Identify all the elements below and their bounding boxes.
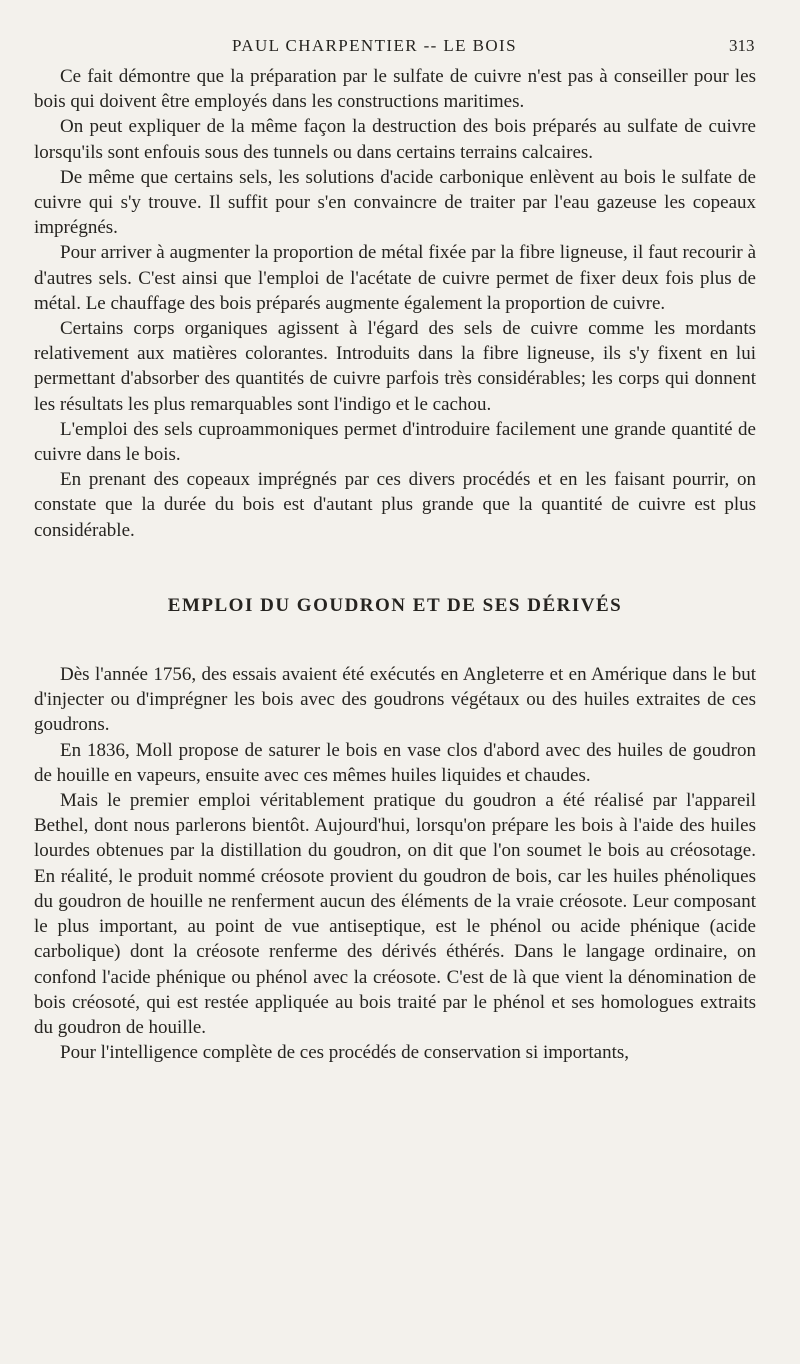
paragraph: Ce fait démontre que la préparation par le sulfate de cuivre n'est pas à conseiller pour les bois qui doivent être employés dans les constructions maritimes. bbox=[34, 66, 756, 113]
section-heading: EMPLOI DU GOUDRON ET DE SES DÉRIVÉS bbox=[167, 594, 623, 616]
paragraph: Certains corps organiques agissent à l'égard des sels de cuivre comme les mordants relativement aux matières colorantes. Introduits dans la fibre ligneuse, ils s'y fixent en lui permettant d'absorber des quantités de cuivre parfois très considérables; les corps qui donnent les résultats les plus remarquables sont l'indigo et le cachou. bbox=[34, 318, 756, 415]
paragraph: Mais le premier emploi véritablement pratique du goudron a été réalisé par l'appareil Bethel, dont nous parlerons bientôt. Aujourd'hui, lorsqu'on prépare les bois à l'aide des huiles lourdes obtenues par la distillation du goudron, on dit que l'on soumet le bois au créosotage. En réalité, le produit nommé créosote provient du goudron de bois, car les huiles phénoliques du goudron de houille ne renferment aucun des éléments de la vraie créosote. Leur composant le plus important, au point de vue antiseptique, est le phénol ou acide phénique (acide carbolique) dont la créosote renferme des dérivés éthérés. Dans le langage ordinaire, on confond l'acide phénique ou phénol avec la créosote. C'est de là que vient la dénomination de bois créosoté, qui est restée appliquée au bois traité par le phénol et ses homologues extraits du goudron de houille. bbox=[34, 790, 756, 1038]
section-body bbox=[34, 662, 756, 1065]
paragraph: De même que certains sels, les solutions d'acide carbonique enlèvent au bois le sulfate de cuivre qui s'y trouve. Il suffit pour s'en convaincre de traiter par l'eau gazeuse les copeaux imprégnés. bbox=[34, 166, 756, 239]
paragraph: En prenant des copeaux imprégnés par ces divers procédés et en les faisant pourrir, on constate que la durée du bois est d'autant plus grande que la quantité de cuivre est plus considérable. bbox=[34, 469, 756, 541]
paragraph: Dès l'année 1756, des essais avaient été exécutés en Angleterre et en Amérique dans le but d'injecter ou d'imprégner les bois avec des goudrons végétaux ou des huiles extraites de ces goudrons. bbox=[34, 664, 756, 736]
page-body bbox=[34, 64, 756, 1065]
page-number: 313 bbox=[729, 36, 755, 55]
paragraph: Pour arriver à augmenter la proportion de métal fixée par la fibre ligneuse, il faut recourir à d'autres sels. C'est ainsi que l'emploi de l'acétate de cuivre permet de fixer deux fois plus de métal. Le chauffage des bois préparés augmente également la proportion de cuivre. bbox=[34, 242, 756, 314]
running-title: PAUL CHARPENTIER -- LE BOIS bbox=[232, 36, 517, 55]
paragraph: Pour l'intelligence complète de ces procédés de conservation si importants, bbox=[60, 1042, 630, 1064]
paragraph: L'emploi des sels cuproammoniques permet d'introduire facilement une grande quantité de cuivre dans le bois. bbox=[34, 418, 756, 466]
paragraph: En 1836, Moll propose de saturer le bois en vase clos d'abord avec des huiles de goudron de houille en vapeurs, ensuite avec ces mêmes huiles liquides et chaudes. bbox=[34, 739, 756, 786]
paragraph: On peut expliquer de la même façon la destruction des bois préparés au sulfate de cuivre lorsqu'ils sont enfouis sous des tunnels ou dans certains terrains calcaires. bbox=[34, 116, 756, 163]
running-header bbox=[0, 36, 800, 60]
